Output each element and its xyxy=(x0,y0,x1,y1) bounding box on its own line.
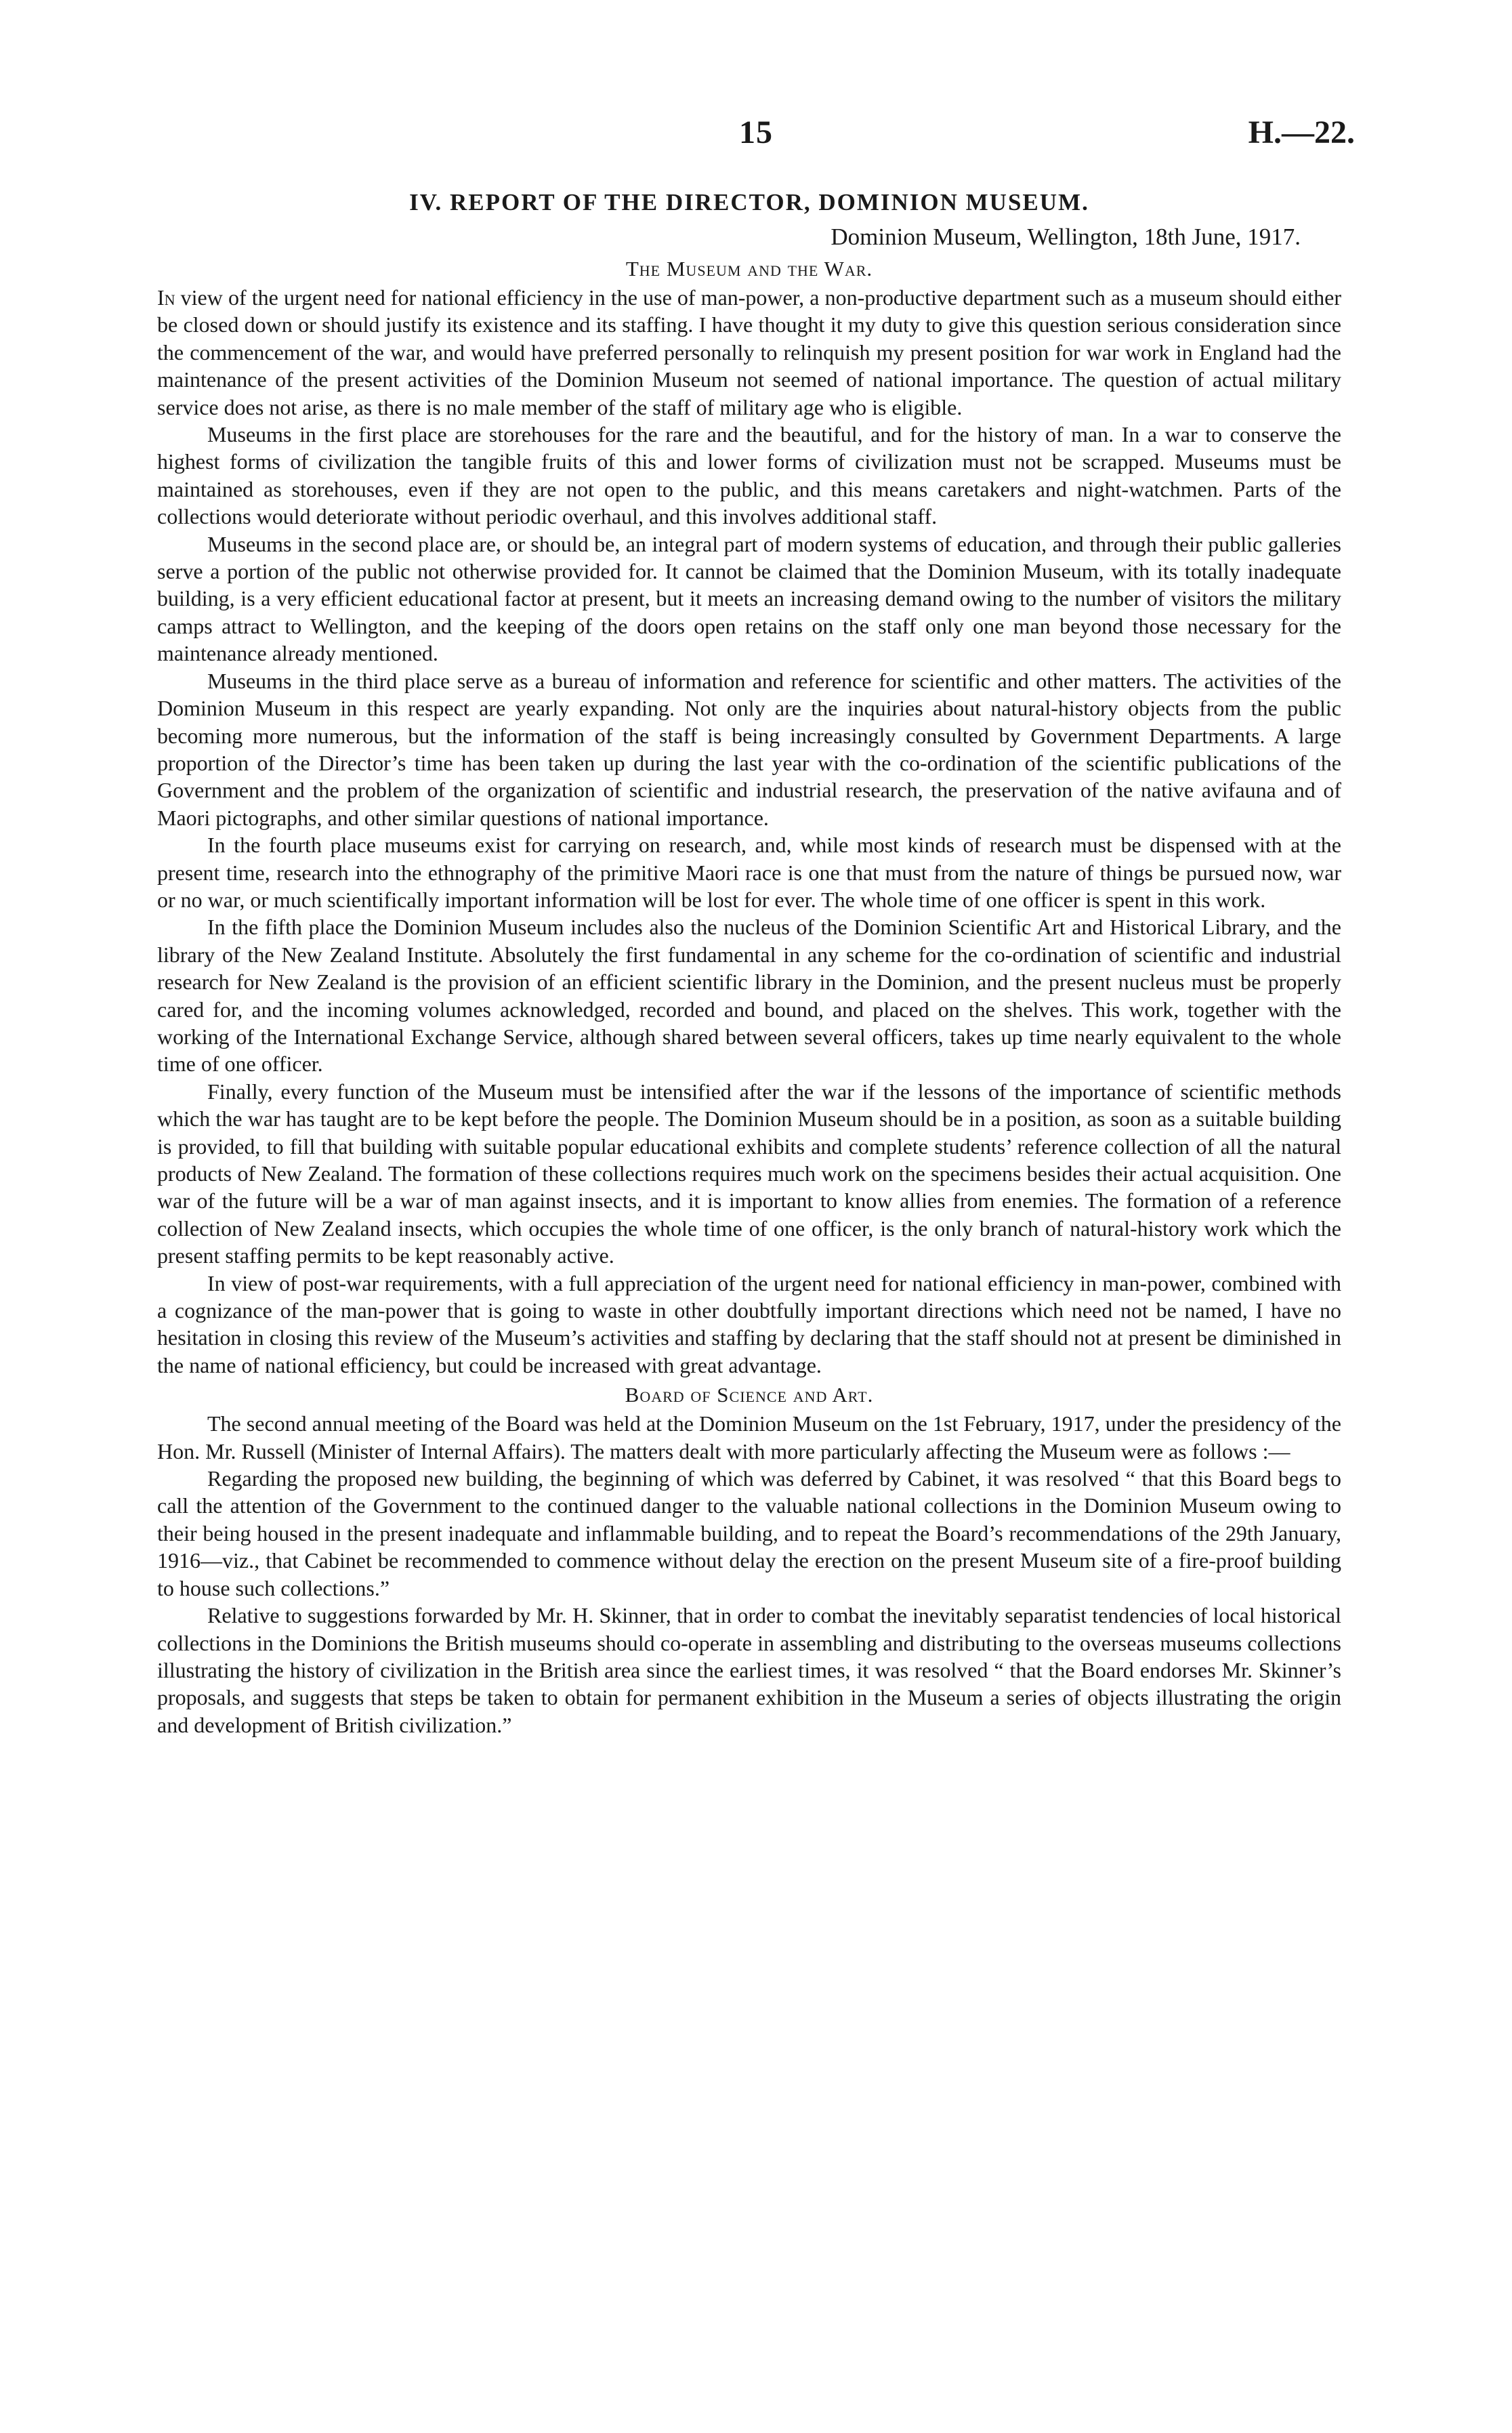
paragraph: Finally, every function of the Museum must be intensified after the war if the lessons of the importance of scientific methods which the war has taught are to be kept before the people. The Dominion Museum should be in a position, as soon as a suitable building is provided, to fill that building with suitable popular educational exhibits and complete students’ reference collection of all the natural products of New Zealand. The formation of these collections requires much work on the specimens besides their actual acquisition. One war of the future will be a war of man against insects, and it is important to know allies from enemies. The formation of a reference collection of New Zealand insects, which occupies the whole time of one officer, is the only branch of natural-history work which the present staffing permits to be kept reasonably active. xyxy=(157,1079,1341,1268)
drop-lead-word: In xyxy=(157,285,175,310)
paragraph: Relative to suggestions forwarded by Mr. H. Skinner, that in order to combat the inevitably separatist tendencies of local historical collections in the Dominions the British museums should co-operate in assembling and distributing to the overseas museums collections illustrating the history of civilization in the British area since the earliest times, it was resolved “ that the Board endorses Mr. Skinner’s proposals, and suggests that steps be taken to obtain for permanent exhibition in the Museum a series of objects illustrating the origin and development of British civilization.” xyxy=(157,1603,1341,1737)
paragraph: Museums in the third place serve as a bureau of information and reference for scientific and other matters. The activities of the Dominion Museum in this respect are yearly expanding. Not only are the inquiries about natural-history objects from the public becoming more numerous, but the information of the staff is being increasingly consulted by Government Departments. A large proportion of the Director’s time has been taken up during the last year with the co-ordination of the scientific publications of the Government and the problem of the organization of scientific and industrial research, the preservation of the native avifauna and of Maori pictographs, and other similar questions of national importance. xyxy=(157,668,1341,830)
paragraph: Regarding the proposed new building, the beginning of which was deferred by Cabinet, it was resolved “ that this Board begs to call the attention of the Government to the continued danger to the valuable national collections in the Dominion Museum owing to their being housed in the present inadequate and inflammable building, and to repeat the Board’s recommendations of the 29th January, 1916—viz., that Cabinet be recommended to commence without delay the erection on the present Museum site of a fire-proof building to house such collections.” xyxy=(157,1466,1341,1600)
paragraph: In the fourth place museums exist for carrying on research, and, while most kinds of research must be dispensed with at the present time, research into the ethnography of the primitive Maori race is one that must from the nature of things be pursued now, war or no war, or much scientifically important information will be lost for ever. The whole time of one officer is spent in this work. xyxy=(157,833,1341,912)
paragraph-text: view of the urgent need for national efficiency in the use of man-power, a non-productive department such as a museum should either be closed down or should justify its existence and its staffing. I have thought it my duty to give this question serious consideration since the commencement of the war, and would have preferred personally to relinquish my present position for war work in England had the maintenance of the present activities of the Dominion Museum not seemed of national importance. The question of actual military service does not arise, as there is no male member of the staff of military age who is eligible. xyxy=(157,285,1341,419)
paragraph: In the fifth place the Dominion Museum includes also the nucleus of the Dominion Scientific Art and Historical Library, and the library of the New Zealand Institute. Absolutely the first fundamental in any scheme for the co-ordination of scientific and industrial research for New Zealand is the provision of an efficient scientific library in the Dominion, and the present nucleus must be properly cared for, and the incoming volumes acknowledged, recorded and bound, and placed on the shelves. This work, together with the working of the International Exchange Service, although shared between several officers, takes up time nearly equivalent to the whole time of one officer. xyxy=(157,915,1341,1077)
report-title: IV. REPORT OF THE DIRECTOR, DOMINION MUSEUM. xyxy=(409,189,1089,215)
page-number: 15 xyxy=(739,115,773,150)
section-heading-museum-and-war: The Museum and the War. xyxy=(625,257,873,280)
paragraph: Museums in the second place are, or should be, an integral part of modern systems of education, and through their public galleries serve a portion of the public not otherwise provided for. It cannot be claimed that the Dominion Museum, with its totally inadequate building, is a very efficient educational factor at present, but it meets an increasing demand owing to the number of visitors the military camps attract to Wellington, and the keeping of the doors open retains on the staff only one man beyond those necessary for the maintenance already mentioned. xyxy=(157,531,1341,666)
paragraph: In view of post-war requirements, with a full appreciation of the urgent need for national efficiency in man-power, combined with a cognizance of the man-power that is going to waste in other doubtfully important directions which need not be named, I have no hesitation in closing this review of the Museum’s activities and staffing by declaring that the staff should not at present be diminished in the name of national efficiency, but could be increased with great advantage. xyxy=(157,1270,1341,1377)
document-body xyxy=(157,186,1341,1739)
paragraph xyxy=(157,284,1341,421)
dateline: Dominion Museum, Wellington, 18th June, 1917. xyxy=(831,224,1301,250)
paragraph: The second annual meeting of the Board was held at the Dominion Museum on the 1st February, 1917, under the presidency of the Hon. Mr. Russell (Minister of Internal Affairs). The matters dealt with more particularly affecting the Museum were as follows :— xyxy=(157,1411,1341,1463)
paragraph: Museums in the first place are storehouses for the rare and the beautiful, and for the history of man. In a war to conserve the highest forms of civilization the tangible fruits of this and lower forms of civilization must not be scrapped. Museums must be maintained as storehouses, even if they are not open to the public, and this means caretakers and night-watchmen. Parts of the collections would deteriorate without periodic overhaul, and this involves additional staff. xyxy=(157,422,1341,529)
section-heading-board-of-science-and-art: Board of Science and Art. xyxy=(625,1383,874,1407)
page-header xyxy=(157,114,1355,161)
document-code: H.—22. xyxy=(1248,115,1355,150)
